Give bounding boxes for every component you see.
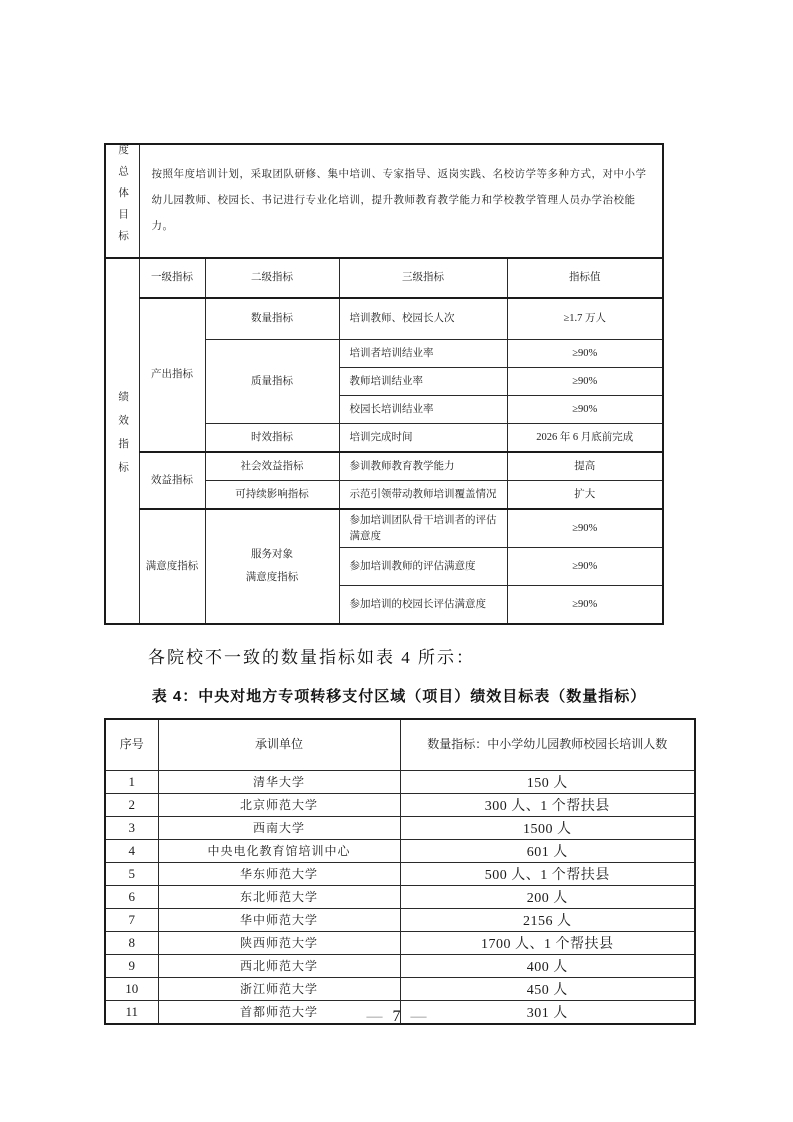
row-unit: 北京师范大学 <box>158 793 400 816</box>
row-no: 3 <box>105 816 158 839</box>
row-no: 10 <box>105 977 158 1000</box>
timeliness-indicator-label: 时效指标 <box>205 424 339 453</box>
row-value: 450 人 <box>400 977 695 1000</box>
row-unit: 华中师范大学 <box>158 908 400 931</box>
row-no: 1 <box>105 770 158 793</box>
row-no: 8 <box>105 931 158 954</box>
row-no: 2 <box>105 793 158 816</box>
header-value: 指标值 <box>507 258 663 298</box>
row-no: 9 <box>105 954 158 977</box>
social-benefit-label: 社会效益指标 <box>205 452 339 481</box>
social-benefit-value: 提高 <box>507 452 663 481</box>
row-unit: 首都师范大学 <box>158 1000 400 1024</box>
quality-value-2: ≥90% <box>507 368 663 396</box>
table4-header-quantity: 数量指标：中小学幼儿园教师校园长培训人数 <box>400 719 695 771</box>
header-level3: 三级指标 <box>339 258 507 298</box>
sustain-impact-label: 可持续影响指标 <box>205 481 339 510</box>
table-row <box>105 839 695 862</box>
header-level2: 二级指标 <box>205 258 339 298</box>
row-unit: 中央电化教育馆培训中心 <box>158 839 400 862</box>
row-unit: 陕西师范大学 <box>158 931 400 954</box>
quality-value-1: ≥90% <box>507 340 663 368</box>
annual-goal-row <box>105 144 663 258</box>
page-number: 7 <box>392 1008 401 1025</box>
satisfaction-item-2: 参加培训教师的评估满意度 <box>339 548 507 586</box>
performance-indicator-label-cell <box>105 258 139 624</box>
table-row <box>105 977 695 1000</box>
table4-header-row <box>105 719 695 771</box>
indicator-header-row <box>105 258 663 298</box>
satisfaction-value-1: ≥90% <box>507 509 663 548</box>
annual-goal-label-cell <box>105 144 139 258</box>
row-value: 500 人、1 个帮扶县 <box>400 862 695 885</box>
quality-indicator-label: 质量指标 <box>205 340 339 424</box>
quality-item-3: 校园长培训结业率 <box>339 396 507 424</box>
row-unit: 西南大学 <box>158 816 400 839</box>
row-value: 1700 人、1 个帮扶县 <box>400 931 695 954</box>
annual-goal-label: 度总体目标 <box>117 144 129 252</box>
row-value: 2156 人 <box>400 908 695 931</box>
satisfaction-item-3: 参加培训的校园长评估满意度 <box>339 586 507 625</box>
quantity-indicator-value: ≥1.7 万人 <box>507 298 663 340</box>
satisfaction-row-1 <box>105 509 663 548</box>
timeliness-item: 培训完成时间 <box>339 424 507 453</box>
header-level1: 一级指标 <box>139 258 205 298</box>
row-no: 4 <box>105 839 158 862</box>
row-value: 601 人 <box>400 839 695 862</box>
page-content <box>104 143 694 1025</box>
table4-quantity-targets <box>104 718 696 1025</box>
satisfaction-item-1: 参加培训团队骨干培训者的评估满意度 <box>339 509 507 548</box>
row-value: 300 人、1 个帮扶县 <box>400 793 695 816</box>
social-benefit-item: 参训教师教育教学能力 <box>339 452 507 481</box>
row-unit: 东北师范大学 <box>158 885 400 908</box>
footer-dash-left: — <box>366 1008 383 1025</box>
footer-dash-right: — <box>410 1008 427 1025</box>
quality-item-1: 培训者培训结业率 <box>339 340 507 368</box>
output-indicator-label: 产出指标 <box>139 298 205 452</box>
annual-goal-text: 按照年度培训计划，采取团队研修、集中培训、专家指导、返岗实践、名校访学等多种方式，对中小学幼儿园教师、校园长、书记进行专业化培训，提升教师教育教学能力和学校教学管理人员办学治校能力。 <box>139 144 663 258</box>
page-footer <box>0 1008 793 1026</box>
quality-value-3: ≥90% <box>507 396 663 424</box>
row-unit: 浙江师范大学 <box>158 977 400 1000</box>
row-no: 5 <box>105 862 158 885</box>
table-row <box>105 885 695 908</box>
row-value: 150 人 <box>400 770 695 793</box>
table4-header-unit: 承训单位 <box>158 719 400 771</box>
row-no: 7 <box>105 908 158 931</box>
row-value: 200 人 <box>400 885 695 908</box>
row-value: 301 人 <box>400 1000 695 1024</box>
table-row <box>105 931 695 954</box>
table4-title: 表 4：中央对地方专项转移支付区域（项目）绩效目标表（数量指标） <box>151 687 647 705</box>
table-row <box>105 954 695 977</box>
satisfaction-indicator-label: 满意度指标 <box>139 509 205 624</box>
quantity-indicator-item: 培训教师、校园长人次 <box>339 298 507 340</box>
sustain-impact-item: 示范引领带动教师培训覆盖情况 <box>339 481 507 510</box>
satisfaction-value-3: ≥90% <box>507 586 663 625</box>
intro-paragraph: 各院校不一致的数量指标如表 4 所示： <box>148 648 475 667</box>
row-unit: 西北师范大学 <box>158 954 400 977</box>
quantity-indicator-label: 数量指标 <box>205 298 339 340</box>
row-unit: 清华大学 <box>158 770 400 793</box>
quality-item-2: 教师培训结业率 <box>339 368 507 396</box>
table-row <box>105 816 695 839</box>
quantity-indicator-row <box>105 298 663 340</box>
service-target-line1: 服务对象 <box>251 549 293 561</box>
performance-indicator-label: 绩效指标 <box>117 391 129 486</box>
table-row <box>105 770 695 793</box>
service-target-satisfaction-label <box>205 509 339 624</box>
benefit-indicator-label: 效益指标 <box>139 452 205 509</box>
sustain-impact-value: 扩大 <box>507 481 663 510</box>
performance-target-table <box>104 143 664 625</box>
benefit-indicator-row-1 <box>105 452 663 481</box>
row-value: 1500 人 <box>400 816 695 839</box>
table-row <box>105 908 695 931</box>
service-target-line2: 满意度指标 <box>245 571 299 583</box>
row-no: 6 <box>105 885 158 908</box>
satisfaction-value-2: ≥90% <box>507 548 663 586</box>
table4-header-no: 序号 <box>105 719 158 771</box>
table-row <box>105 862 695 885</box>
table-row <box>105 793 695 816</box>
row-unit: 华东师范大学 <box>158 862 400 885</box>
row-no: 11 <box>105 1000 158 1024</box>
row-value: 400 人 <box>400 954 695 977</box>
timeliness-value: 2026 年 6 月底前完成 <box>507 424 663 453</box>
